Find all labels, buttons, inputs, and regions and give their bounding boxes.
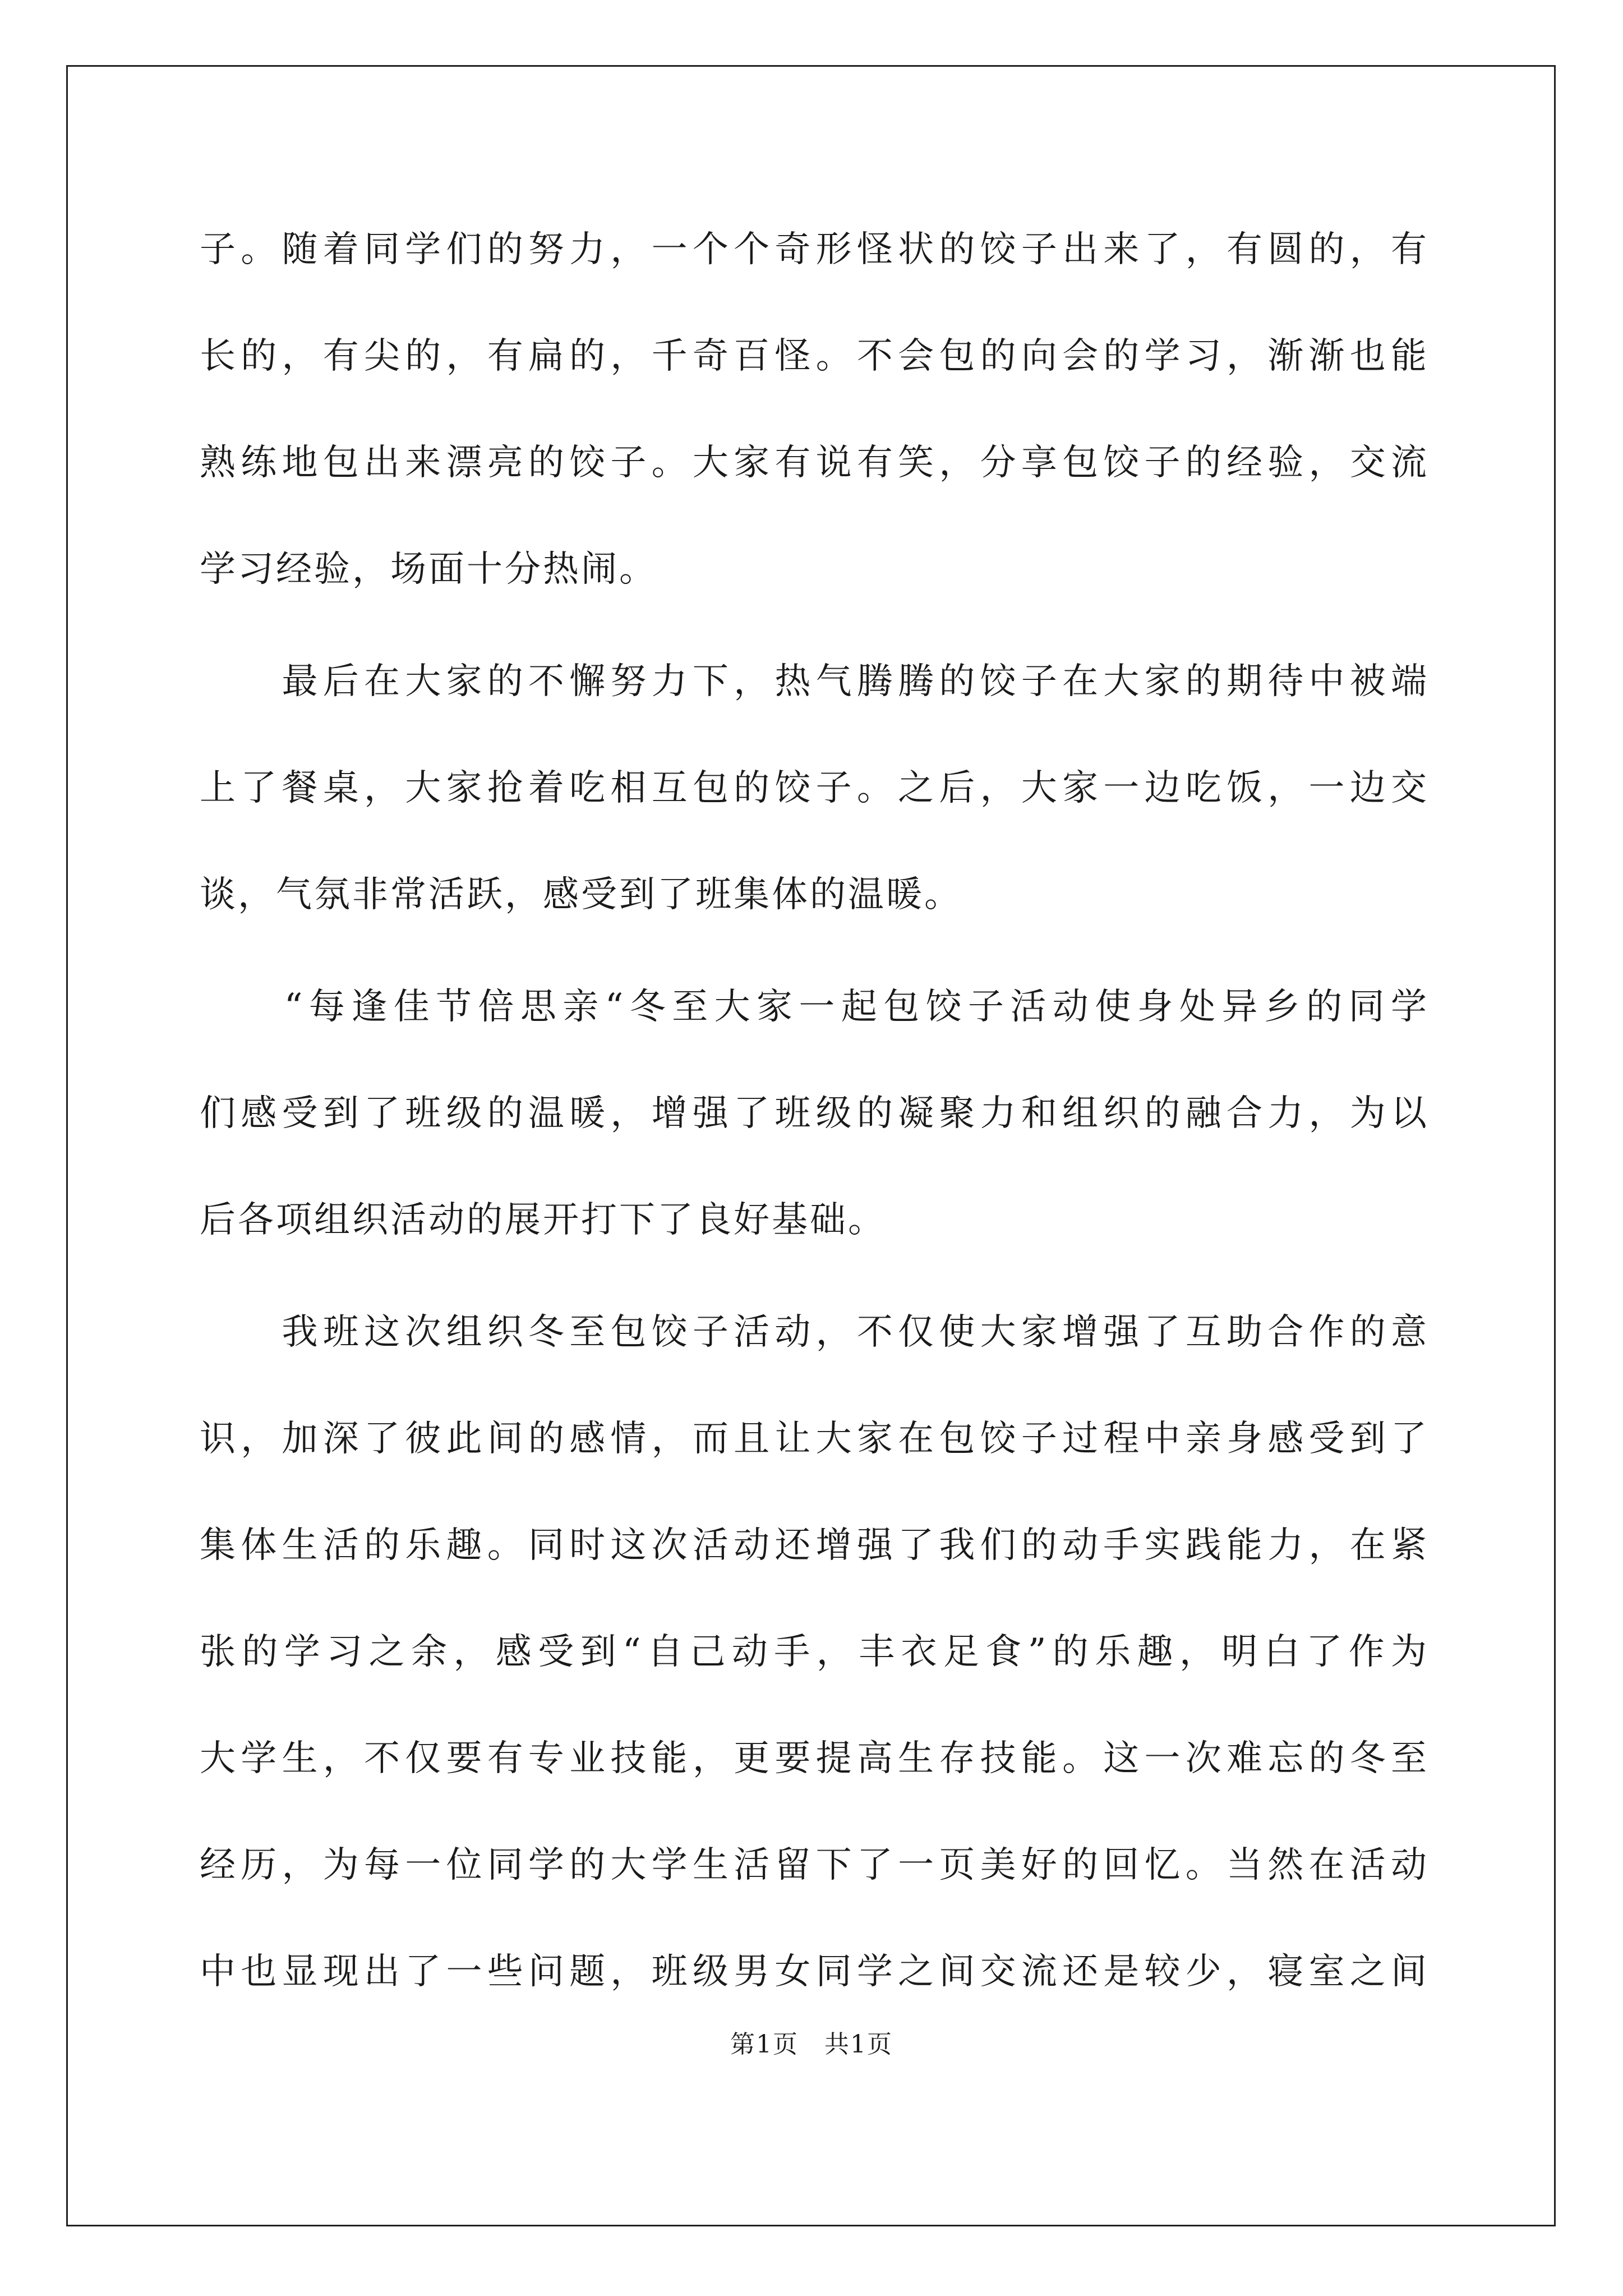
text-line: 后各项组织活动的展开打下了良好基础。 xyxy=(200,1199,886,1241)
text-line: 长的，有尖的，有扁的，千奇百怪。不会包的向会的学习，渐渐也能 xyxy=(200,335,1429,377)
text-line: 经历，为每一位同学的大学生活留下了一页美好的回忆。当然在活动 xyxy=(200,1844,1429,1886)
text-line: 识，加深了彼此间的感情，而且让大家在包饺子过程中亲身感受到了 xyxy=(200,1418,1429,1460)
text-line: 集体生活的乐趣。同时这次活动还增强了我们的动手实践能力，在紧 xyxy=(200,1525,1429,1566)
text-line: 张的学习之余，感受到“自己动手，丰衣足食”的乐趣，明白了作为 xyxy=(200,1631,1429,1673)
text-line: 中也显现出了一些问题，班级男女同学之间交流还是较少，寝室之间 xyxy=(200,1951,1429,1993)
text-line: “每逢佳节倍思亲“冬至大家一起包饺子活动使身处异乡的同学 xyxy=(200,986,1429,1028)
text-line: 熟练地包出来漂亮的饺子。大家有说有笑，分享包饺子的经验，交流 xyxy=(200,442,1429,484)
text-line: 上了餐桌，大家抢着吃相互包的饺子。之后，大家一边吃饭，一边交 xyxy=(200,767,1429,809)
page-border xyxy=(66,65,1556,2226)
text-line: 我班这次组织冬至包饺子活动，不仅使大家增强了互助合作的意 xyxy=(200,1312,1429,1353)
text-line: 们感受到了班级的温暖，增强了班级的凝聚力和组织的融合力，为以 xyxy=(200,1093,1429,1134)
page-footer: 第1页 共1页 xyxy=(730,2030,893,2059)
text-line: 大学生，不仅要有专业技能，更要提高生存技能。这一次难忘的冬至 xyxy=(200,1738,1429,1779)
text-line: 学习经验，场面十分热闹。 xyxy=(200,549,657,590)
text-line: 谈，气氛非常活跃，感受到了班集体的温暖。 xyxy=(200,874,962,915)
text-line: 子。随着同学们的努力，一个个奇形怪状的饺子出来了，有圆的，有 xyxy=(200,229,1429,270)
text-line: 最后在大家的不懈努力下，热气腾腾的饺子在大家的期待中被端 xyxy=(200,661,1429,702)
